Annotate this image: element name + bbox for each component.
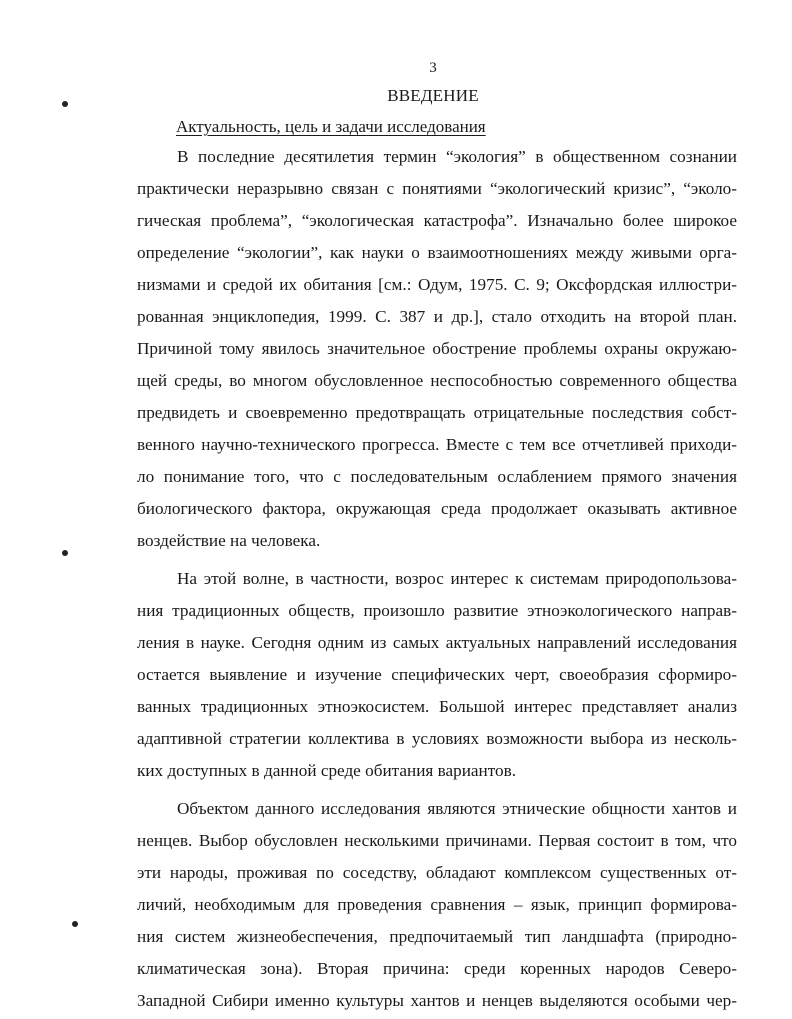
text-line: ненцев. Выбор обусловлен несколькими причинами. Первая состоит в том, что	[137, 831, 737, 850]
text-line: щей среды, во многом обусловленное неспособностью современного общества	[137, 371, 737, 390]
text-line: адаптивной стратегии коллектива в условиях возможности выбора из несколь-	[137, 729, 737, 748]
text-line: Причиной тому явилось значительное обострение проблемы охраны окружаю-	[137, 339, 737, 358]
text-line: Объектом данного исследования являются этнические общности хантов и	[177, 799, 737, 818]
text-line: ния традиционных обществ, произошло развитие этноэкологического направ-	[137, 601, 737, 620]
text-line: ло понимание того, что с последовательным ослаблением прямого значения	[137, 467, 737, 486]
text-line: низмами и средой их обитания [см.: Одум, 1975. С. 9; Оксфордская иллюстри-	[137, 275, 737, 294]
text-line: венного научно-технического прогресса. Вместе с тем все отчетливей приходи-	[137, 435, 737, 454]
text-line: ванных традиционных этноэкосистем. Большой интерес представляет анализ	[137, 697, 737, 716]
text-line: личий, необходимым для проведения сравнения – язык, принцип формирова-	[137, 895, 737, 914]
text-line: воздействие на человека.	[137, 531, 321, 550]
text-line: определение “экологии”, как науки о взаимоотношениях между живыми орга-	[137, 243, 737, 262]
binder-hole-mark	[72, 921, 78, 927]
text-line: биологического фактора, окружающая среда продолжает оказывать активное	[137, 499, 737, 518]
binder-hole-mark	[62, 550, 68, 556]
body-text	[137, 141, 737, 1017]
text-line: остается выявление и изучение специфических черт, своеобразия сформиро-	[137, 665, 737, 684]
text-line: На этой волне, в частности, возрос интерес к системам природопользова-	[177, 569, 737, 588]
text-line: ления в науке. Сегодня одним из самых актуальных направлений исследования	[137, 633, 737, 652]
text-line: В последние десятилетия термин “экология” в общественном сознании	[177, 147, 737, 166]
text-line: практически неразрывно связан с понятиями “экологический кризис”, “эколо-	[137, 179, 737, 198]
text-line: ких доступных в данной среде обитания вариантов.	[137, 761, 517, 780]
text-line: гическая проблема”, “экологическая катастрофа”. Изначально более широкое	[137, 211, 737, 230]
section-subheading: Актуальность, цель и задачи исследования	[176, 117, 486, 136]
text-line: Западной Сибири именно культуры хантов и ненцев выделяются особыми чер-	[137, 991, 737, 1010]
text-line: предвидеть и своевременно предотвращать отрицательные последствия собст-	[137, 403, 737, 422]
binder-hole-mark	[62, 101, 68, 107]
section-heading: ВВЕДЕНИЕ	[387, 86, 479, 105]
page-number: 3	[429, 60, 437, 76]
text-line: климатическая зона). Вторая причина: среди коренных народов Северо-	[137, 959, 737, 978]
text-line: эти народы, проживая по соседству, обладают комплексом существенных от-	[137, 863, 737, 882]
text-line: рованная энциклопедия, 1999. С. 387 и др.], стало отходить на второй план.	[137, 307, 737, 326]
text-line: ния систем жизнеобеспечения, предпочитаемый тип ландшафта (природно-	[137, 927, 737, 946]
